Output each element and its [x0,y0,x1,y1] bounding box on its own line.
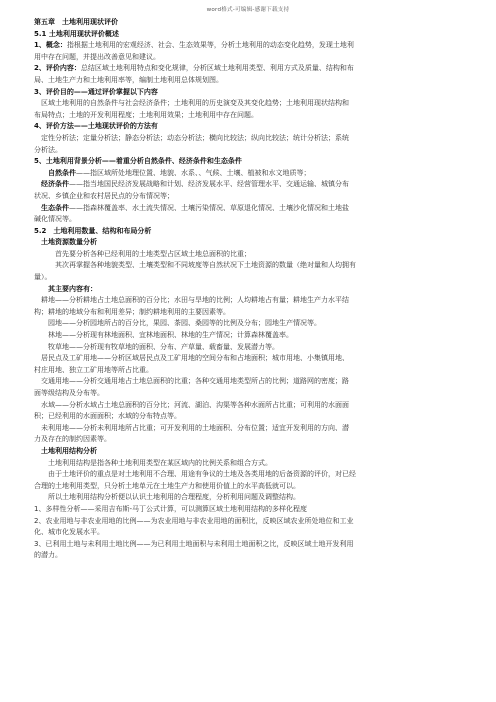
line-text: 园地——分析园地所占的百分比，果园、茶园、桑园等的比例及分布；园地生产情况等。 [48,319,321,328]
line-label: 5、土地利用背景分析——着重分析自然条件、经济条件和生态条件 [34,157,242,166]
line-text: 耕地——分析耕地占土地总面积的百分比；水田与旱地的比例；人均耕地占有量；耕地生产力水平结 [41,296,349,305]
text-line [34,237,464,249]
text-line [34,191,464,203]
line-text: 3、已利用土地与未利用土地比例——为已利用土地面积与未利用土地面积之比，反映区域土地开发利用 [34,539,354,548]
line-label: 3、评价目的——通过评价掌握以下内容 [34,87,158,96]
line-text: 区域土地利用的自然条件与社会经济条件；土地利用的历史演变及其变化趋势；土地利用现状结构和 [41,99,349,108]
text-line [34,469,464,481]
line-text: 布局特点；土地的开发利用程度；土地利用效果；土地利用中存在问题。 [34,110,258,119]
text-line [34,29,464,41]
text-line [34,492,464,504]
text-line [34,17,464,29]
text-line [34,75,464,87]
text-line [34,203,464,215]
text-line [34,481,464,493]
line-label: 经济条件 [41,180,69,189]
line-text: 村庄用地、独立工矿用地等所占比重。 [34,365,153,374]
line-text: 局、土地生产力和土地利用率等，编制土地利用总体规划图。 [34,75,223,84]
text-line [34,260,464,272]
text-line [34,214,464,226]
text-line [34,307,464,319]
line-text: 第五章 土地利用现状评价 [34,18,118,26]
line-text: 交通用地——分析交通用地占土地总面积的比重；各种交通用地类型所占的比例；道路网的密度；路 [41,377,349,386]
line-text: 首先要分析各种已经利用的土地类型占区域土地总面积的比重； [55,249,251,258]
text-line [34,52,464,64]
text-line [34,388,464,400]
text-line [34,249,464,261]
text-line [34,516,464,528]
text-line [34,133,464,145]
line-text: 牧草地——分析现有牧草地的面积、分布、产草量、载畜量、发展潜力等。 [48,342,279,351]
line-text: 林地——分析现有林地面积、宜林地面积、林地的生产情况；计算森林覆盖率。 [48,331,293,340]
line-text: ——指森林覆盖率、水土流失情况、土壤污染情况、草原退化情况、土壤沙化情况和土地盐 [69,203,349,212]
line-text: 其主要内容有： [48,284,97,293]
line-text: 居民点及工矿用地——分析区域居民点及工矿用地的空间分布和占地面积；城市用地、小集镇用地、 [41,354,349,363]
line-label: 生态条件 [41,203,69,212]
line-text: 指根据土地利用的宏观经济、社会、生态效果等，分析土地利用的动态变化趋势，发现土地利 [66,41,354,50]
line-text: 土地资源数量分析 [41,238,97,247]
text-line [34,411,464,423]
text-line [34,121,464,133]
text-line [34,40,464,52]
line-text: 力及存在的制约因素等。 [34,435,111,444]
line-text: 未利用地——分析未利用地所占比重；可开发利用的土地面积、分布位置；适宜开发利用的方向、潜 [41,423,349,432]
line-text: 积；已经利用的水面面积；水域的分布特点等。 [34,412,181,421]
text-line [34,87,464,99]
line-label: 自然条件 [48,168,76,177]
text-line [34,353,464,365]
text-line [34,63,464,75]
text-line [34,342,464,354]
text-line [34,365,464,377]
text-line [34,272,464,284]
line-text: 5.2 土地利用数量、结构和布局分析 [34,226,152,235]
line-text: 由于土地评价的重点是对土地利用不合理、用途有争议的土地及各类用地的后备资源的评价，对已经 [48,470,356,479]
text-line [34,539,464,551]
line-text: 2、农业用地与非农业用地的比例——为农业用地与非农业用地的面积比，反映区域农业所处地位和工业 [34,516,354,525]
line-text: 合理的土地利用类型，只分析土地单元在土地生产力和使用价值上的水平高低就可以。 [34,481,300,490]
text-line [34,434,464,446]
line-text: 土地利用结构是指各种土地利用类型在某区域内的比例关系和组合方式。 [48,458,272,467]
line-text: 其次再掌握各种地貌类型、土壤类型和不同坡度等自然状况下土地资源的数量（绝对量和人均拥有 [55,261,356,270]
text-line [34,110,464,122]
line-label: 4、评价方法——土地现状评价的方法有 [34,122,158,131]
text-line [34,504,464,516]
text-line [34,376,464,388]
line-label: 1、概念： [34,41,67,50]
text-line [34,295,464,307]
line-text: 定性分析法；定量分析法；静态分析法；动态分析法；横向比较法；纵向比较法；统计分析法；系统 [41,133,349,142]
line-text: 总结区域土地利用特点和变化规律，分析区域土地利用类型、利用方式及质量、结构和布 [80,64,354,73]
line-text: 水域——分析水域占土地总面积的百分比；河流、湖泊、沟渠等各种水面所占比重；可利用的水面面 [41,400,349,409]
text-line [34,330,464,342]
line-text: 用中存在问题，并提出改善意见和建议。 [34,52,160,61]
line-text: 5.1 土地利用现状评价概述 [34,29,119,38]
text-line [34,458,464,470]
text-line [34,156,464,168]
line-text: 的潜力。 [34,551,62,560]
text-line [34,400,464,412]
text-line [34,318,464,330]
line-text: 1、多样性分析——采用吉布斯-马丁公式计算，可以测算区域土地利用结构的多样化程度 [34,504,307,513]
text-line [34,226,464,238]
line-text: 碱化情况等。 [34,215,76,224]
text-line [34,284,464,296]
page-header: word格式-可编辑-感谢下载支持 [206,7,290,13]
text-line [34,145,464,157]
line-text: 面等级结构及分布等。 [34,389,104,397]
line-text: 土地利用结构分析 [41,446,97,455]
line-label: 2、评价内容： [34,64,81,73]
text-line [34,98,464,110]
text-line [34,446,464,458]
line-text: 分析法。 [34,145,62,154]
text-line [34,179,464,191]
text-line [34,527,464,539]
line-text: 所以土地利用结构分析便以认识土地利用的合理程度，分析利用问题及调整结构。 [48,493,300,502]
line-text: 量）。 [34,273,52,282]
line-text: ——指当地国民经济发展战略和计划、经济发展水平、经营管理水平、交通运输、城镇分布 [69,180,349,189]
text-line [34,168,464,180]
text-line [34,550,464,562]
line-text: 构；耕地的地域分布和利用差异；制约耕地利用的主要因素等。 [34,307,230,316]
document-body [34,17,464,562]
text-line [34,423,464,435]
line-text: 状况、乡镇企业和农村居民点的分布情况等； [34,191,174,200]
line-text: 化、城市化发展水平。 [34,528,104,537]
line-text: ——指区域所处地理位置、地貌、水系、、气候、土壤、植被和水文地质等； [76,168,311,177]
